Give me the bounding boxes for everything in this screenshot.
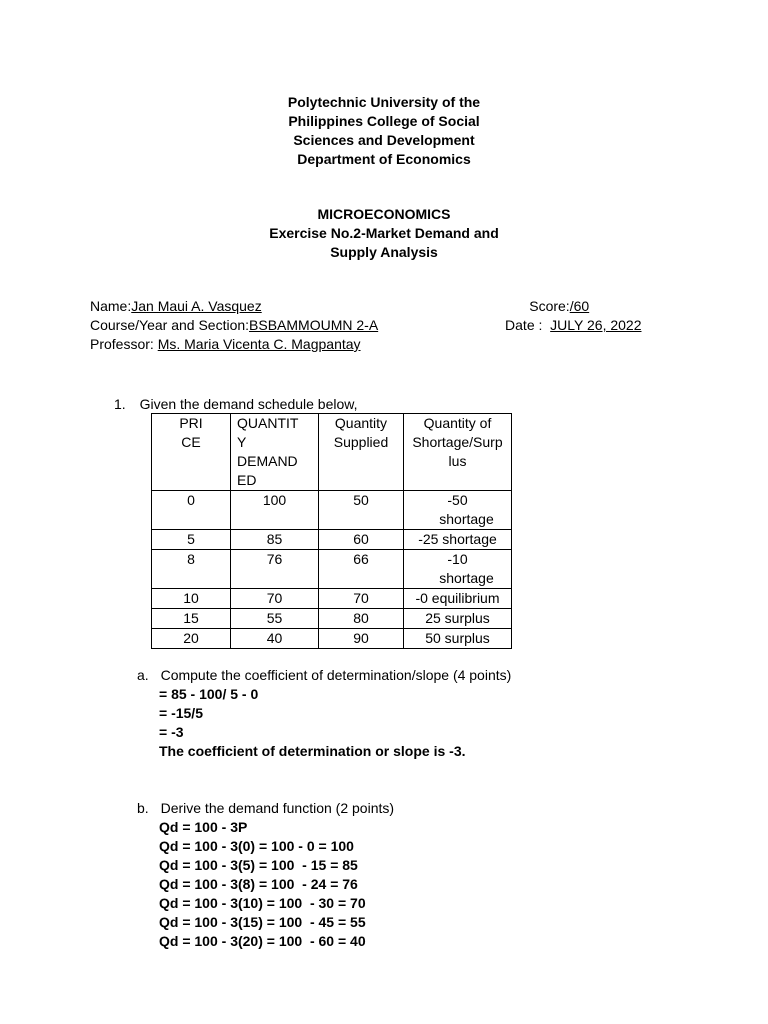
demand-calc-line: Qd = 100 - 3(5) = 100 - 15 = 85 — [159, 857, 358, 873]
part-b-prompt — [137, 799, 394, 817]
course-line — [90, 316, 642, 334]
course-value: BSBAMMOUMN 2-A — [249, 317, 379, 333]
cell-price: 15 — [152, 609, 231, 629]
cell-quantity-demanded: 40 — [231, 629, 319, 649]
cell-quantity-supplied: 90 — [319, 629, 404, 649]
cell-quantity-supplied: 50 — [319, 491, 404, 530]
cell-shortage-surplus: -10 shortage — [404, 550, 512, 589]
cell-price: 8 — [152, 550, 231, 589]
header-price: PRI CE — [152, 414, 231, 491]
cell-shortage-surplus: -50 shortage — [404, 491, 512, 530]
part-a-answer: The coefficient of determination or slope is -3. — [159, 743, 466, 759]
exercise-line-2: Supply Analysis — [330, 244, 438, 260]
date-label: Date : — [505, 317, 543, 333]
cell-quantity-supplied: 80 — [319, 609, 404, 629]
header-line-3: Sciences and Development — [293, 132, 475, 148]
question-text: Given the demand schedule below, — [139, 396, 358, 412]
cell-shortage-surplus: 25 surplus — [404, 609, 512, 629]
score-value: /60 — [569, 298, 590, 314]
demand-calc-line: Qd = 100 - 3(20) = 100 - 60 = 40 — [159, 933, 366, 949]
cell-shortage-surplus: -25 shortage — [404, 530, 512, 550]
name-label: Name: — [90, 298, 132, 314]
table-header-row — [152, 414, 512, 491]
demand-calc-line: Qd = 100 - 3(10) = 100 - 30 = 70 — [159, 895, 366, 911]
date-value: JULY 26, 2022 — [550, 317, 642, 333]
cell-quantity-demanded: 70 — [231, 589, 319, 609]
part-a-text: Compute the coefficient of determination/slope (4 points) — [160, 667, 512, 683]
header-line-2: Philippines College of Social — [288, 113, 480, 129]
university-header — [0, 93, 768, 169]
table-row — [152, 589, 512, 609]
demand-schedule-table — [151, 413, 512, 649]
header-shortage-surplus: Quantity of Shortage/Surp lus — [404, 414, 512, 491]
part-a-letter: a. — [137, 667, 149, 683]
professor-line — [90, 335, 361, 353]
demand-function: Qd = 100 - 3P — [159, 819, 248, 835]
demand-calc-line: Qd = 100 - 3(0) = 100 - 0 = 100 — [159, 838, 354, 854]
cell-quantity-demanded: 55 — [231, 609, 319, 629]
subject-title: MICROECONOMICS — [317, 206, 451, 222]
demand-calc-line: Qd = 100 - 3(15) = 100 - 45 = 55 — [159, 914, 366, 930]
cell-quantity-supplied: 60 — [319, 530, 404, 550]
cell-quantity-demanded: 100 — [231, 491, 319, 530]
part-a-step-2: = -15/5 — [159, 705, 203, 721]
cell-shortage-surplus: 50 surplus — [404, 629, 512, 649]
header-quantity-supplied: Quantity Supplied — [319, 414, 404, 491]
cell-price: 0 — [152, 491, 231, 530]
part-a-step-1: = 85 - 100/ 5 - 0 — [159, 686, 259, 702]
professor-value: Ms. Maria Vicenta C. Magpantay — [157, 336, 361, 352]
question-number: 1. — [114, 396, 126, 412]
cell-quantity-supplied: 66 — [319, 550, 404, 589]
table-row — [152, 609, 512, 629]
course-label: Course/Year and Section: — [90, 317, 250, 333]
cell-shortage-surplus: -0 equilibrium — [404, 589, 512, 609]
part-b-letter: b. — [137, 800, 149, 816]
professor-label: Professor: — [90, 336, 154, 352]
exercise-line-1: Exercise No.2-Market Demand and — [269, 225, 499, 241]
table-row — [152, 550, 512, 589]
cell-quantity-demanded: 85 — [231, 530, 319, 550]
header-line-1: Polytechnic University of the — [287, 94, 481, 110]
header-quantity-demanded: QUANTIT Y DEMAND ED — [231, 414, 319, 491]
exercise-title — [0, 205, 768, 262]
cell-price: 20 — [152, 629, 231, 649]
demand-calc-line: Qd = 100 - 3(8) = 100 - 24 = 76 — [159, 876, 358, 892]
cell-quantity-supplied: 70 — [319, 589, 404, 609]
part-a-prompt — [137, 666, 511, 684]
cell-quantity-demanded: 76 — [231, 550, 319, 589]
table-row — [152, 629, 512, 649]
table-row — [152, 530, 512, 550]
part-b-text: Derive the demand function (2 points) — [160, 800, 395, 816]
cell-price: 10 — [152, 589, 231, 609]
part-a-step-3: = -3 — [159, 724, 184, 740]
header-line-4: Department of Economics — [297, 151, 471, 167]
cell-price: 5 — [152, 530, 231, 550]
table-row — [152, 491, 512, 530]
name-value: Jan Maui A. Vasquez — [131, 298, 262, 314]
question-1 — [114, 395, 358, 413]
score-label: Score: — [529, 298, 570, 314]
name-line — [90, 297, 646, 315]
